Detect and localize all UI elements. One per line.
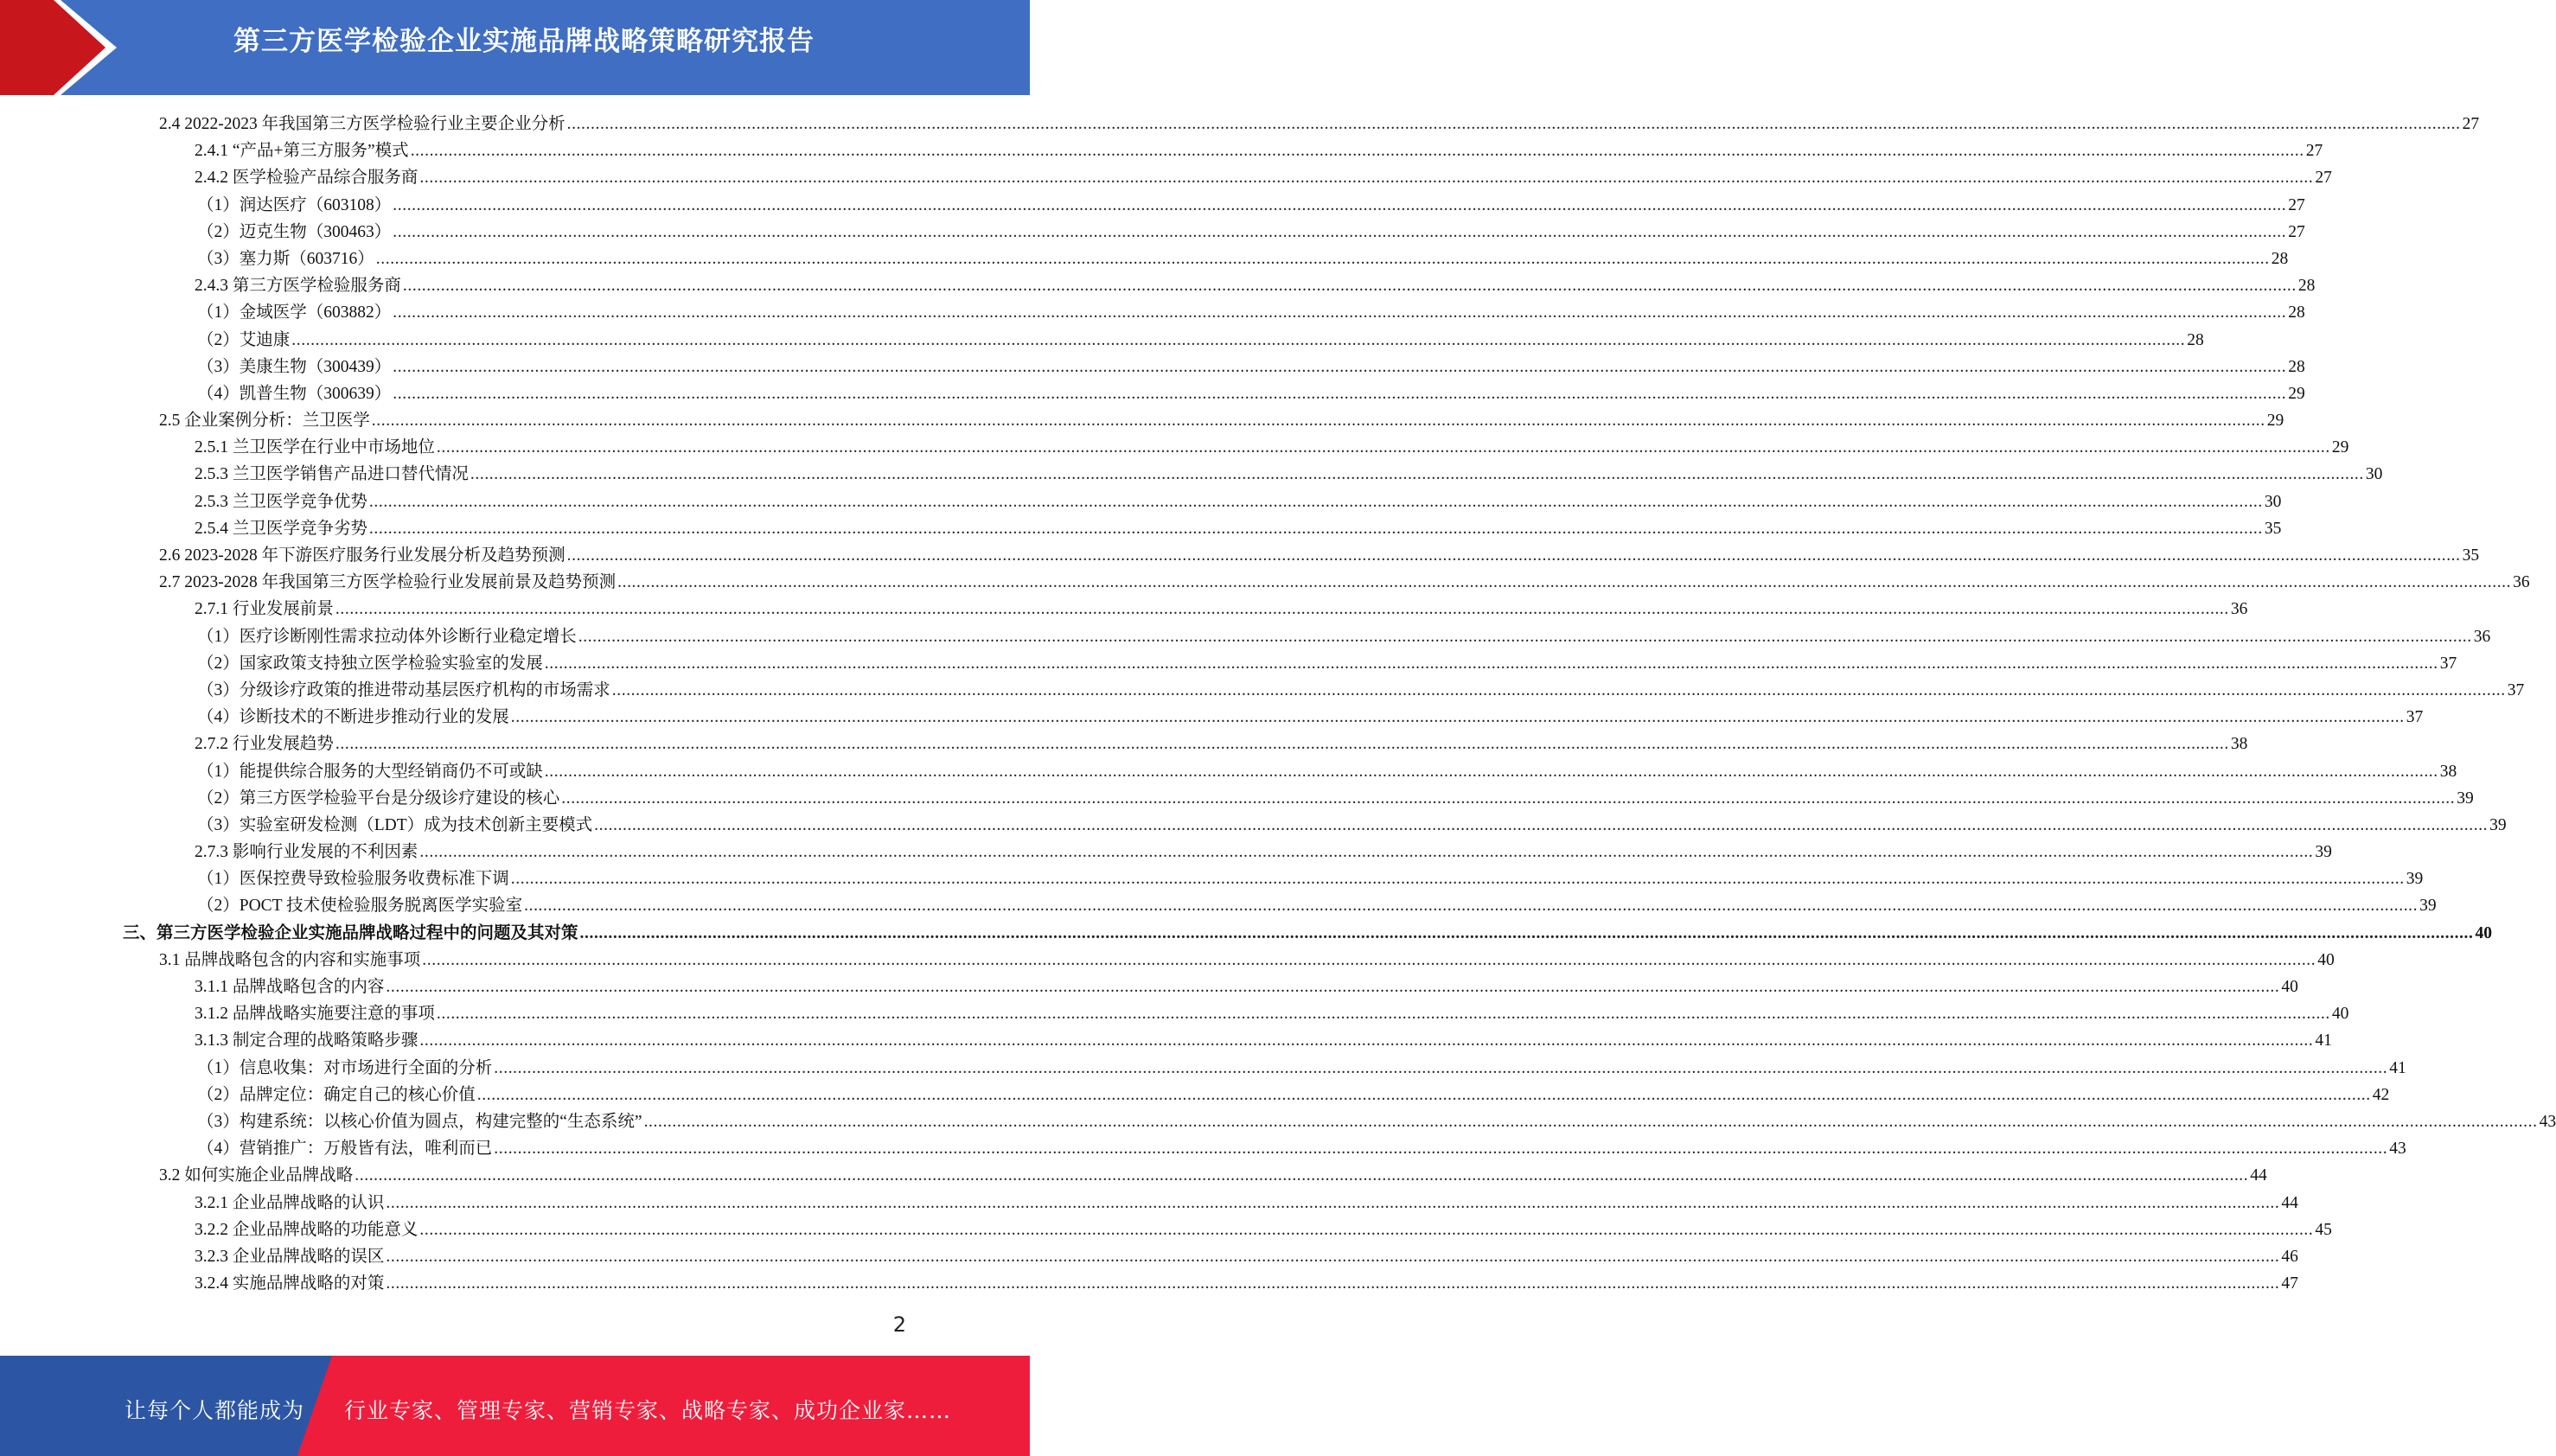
page-footer: [0, 1356, 1030, 1456]
toc-entry[interactable]: [0, 1108, 2556, 1135]
toc-entry[interactable]: [0, 974, 2298, 1000]
toc-entry-label: 2.5.3 兰卫医学竞争优势: [195, 492, 367, 511]
toc-leader-dots: ................................................................................................................................................................................................................................................................................................................................................................................................................: [419, 843, 2314, 862]
toc-entry[interactable]: [0, 461, 2383, 488]
toc-leader-dots: ................................................................................................................................................................................................................................................................................................................................................................................................................: [470, 465, 2364, 484]
footer-slogan-right: 行业专家、管理专家、营销专家、战略专家、成功企业家……: [344, 1398, 952, 1423]
toc-entry[interactable]: [0, 758, 2457, 785]
toc-entry[interactable]: [0, 892, 2437, 919]
toc-entry[interactable]: [0, 219, 2305, 246]
toc-entry[interactable]: [0, 812, 2507, 839]
toc-entry[interactable]: [0, 272, 2316, 299]
toc-entry[interactable]: [0, 327, 2204, 354]
toc-entry[interactable]: [0, 1162, 2267, 1189]
toc-leader-dots: ................................................................................................................................................................................................................................................................................................................................................................................................................: [386, 1247, 2280, 1266]
toc-entry-label: 2.4.1 “产品+第三方服务”模式: [195, 142, 409, 161]
toc-leader-dots: ................................................................................................................................................................................................................................................................................................................................................................................................................: [579, 923, 2474, 942]
toc-leader-dots: ................................................................................................................................................................................................................................................................................................................................................................................................................: [544, 654, 2438, 673]
toc-entry-label: （4）凯普生物（300639）: [197, 384, 392, 403]
toc-entry-page: 36: [2513, 573, 2530, 592]
page-number: 2: [892, 1312, 906, 1337]
toc-entry[interactable]: [0, 785, 2474, 812]
toc-entry[interactable]: [0, 677, 2525, 704]
toc-leader-dots: ................................................................................................................................................................................................................................................................................................................................................................................................................: [510, 708, 2405, 727]
toc-entry[interactable]: [0, 354, 2305, 380]
toc-entry[interactable]: [0, 731, 2248, 757]
toc-leader-dots: ................................................................................................................................................................................................................................................................................................................................................................................................................: [393, 195, 2287, 214]
toc-leader-dots: ................................................................................................................................................................................................................................................................................................................................................................................................................: [368, 492, 2263, 511]
toc-leader-dots: ................................................................................................................................................................................................................................................................................................................................................................................................................: [402, 277, 2297, 296]
toc-leader-dots: ................................................................................................................................................................................................................................................................................................................................................................................................................: [422, 950, 2316, 969]
toc-leader-dots: ................................................................................................................................................................................................................................................................................................................................................................................................................: [643, 1112, 2538, 1131]
toc-entry-label: 2.7.3 影响行业发展的不利因素: [195, 843, 419, 862]
toc-leader-dots: ................................................................................................................................................................................................................................................................................................................................................................................................................: [386, 1193, 2280, 1212]
toc-leader-dots: ................................................................................................................................................................................................................................................................................................................................................................................................................: [410, 142, 2304, 161]
toc-entry-page: 28: [2288, 303, 2305, 322]
header-arrow-icon: [0, 0, 121, 95]
toc-entry-label: 3.2.2 企业品牌战略的功能意义: [195, 1220, 419, 1239]
toc-entry-page: 28: [2187, 330, 2204, 349]
toc-entry[interactable]: [0, 704, 2424, 731]
toc-entry-page: 44: [2281, 1193, 2298, 1212]
footer-slogan-left: 让每个人都能成为: [125, 1398, 305, 1423]
toc-entry[interactable]: [0, 865, 2424, 892]
toc-entry-label: （3）美康生物（300439）: [197, 357, 392, 376]
toc-entry[interactable]: [0, 515, 2282, 542]
toc-entry-label: 3.2.3 企业品牌战略的误区: [195, 1247, 385, 1266]
toc-entry-page: 39: [2315, 843, 2332, 862]
toc-entry-label: （2）艾迪康: [197, 330, 291, 349]
toc-entry-page: 29: [2266, 412, 2284, 431]
toc-entry-page: 39: [2457, 789, 2474, 808]
toc-leader-dots: ................................................................................................................................................................................................................................................................................................................................................................................................................: [375, 249, 2270, 268]
toc-leader-dots: ................................................................................................................................................................................................................................................................................................................................................................................................................: [561, 789, 2456, 808]
toc-entry-label: 2.7 2023-2028 年我国第三方医学检验行业发展前景及趋势预测: [159, 573, 617, 592]
toc-leader-dots: ................................................................................................................................................................................................................................................................................................................................................................................................................: [594, 815, 2489, 834]
toc-entry[interactable]: [0, 1055, 2406, 1082]
toc-entry-page: 39: [2489, 815, 2507, 834]
toc-entry-label: 2.5.3 兰卫医学销售产品进口替代情况: [195, 465, 469, 484]
toc-leader-dots: ................................................................................................................................................................................................................................................................................................................................................................................................................: [611, 680, 2506, 699]
toc-entry[interactable]: [0, 569, 2530, 596]
toc-entry-label: （1）润达医疗（603108）: [197, 195, 392, 214]
toc-entry-label: （1）能提供综合服务的大型经销商仍不可或缺: [197, 762, 543, 781]
toc-entry-label: 2.4.2 医学检验产品综合服务商: [195, 169, 419, 188]
toc-entry-label: （2）POCT 技术使检验服务脱离医学实验室: [197, 897, 523, 916]
toc-entry-label: （1）医保控费导致检验服务收费标准下调: [197, 870, 509, 889]
toc-entry-page: 39: [2406, 870, 2424, 889]
toc-leader-dots: ................................................................................................................................................................................................................................................................................................................................................................................................................: [355, 1166, 2249, 1185]
toc-entry-page: 39: [2419, 897, 2437, 916]
toc-leader-dots: ................................................................................................................................................................................................................................................................................................................................................................................................................: [386, 1274, 2280, 1293]
toc-entry-label: 2.5.1 兰卫医学在行业中市场地位: [195, 438, 435, 457]
toc-entry-label: 2.7.1 行业发展前景: [195, 600, 334, 619]
toc-entry-page: 27: [2462, 115, 2480, 133]
toc-entry-label: 2.5.4 兰卫医学竞争劣势: [195, 519, 367, 538]
toc-entry-label: （4）诊断技术的不断进步推动行业的发展: [197, 708, 509, 727]
toc-entry-label: 3.1.1 品牌战略包含的内容: [195, 978, 385, 996]
toc-entry-page: 30: [2264, 492, 2282, 511]
toc-leader-dots: ................................................................................................................................................................................................................................................................................................................................................................................................................: [371, 412, 2265, 431]
toc-entry-page: 47: [2281, 1274, 2298, 1293]
toc-entry-label: 3.1 品牌战略包含的内容和实施事项: [159, 950, 421, 969]
toc-leader-dots: ................................................................................................................................................................................................................................................................................................................................................................................................................: [393, 384, 2287, 403]
toc-entry-page: 40: [2281, 978, 2298, 996]
toc-leader-dots: ................................................................................................................................................................................................................................................................................................................................................................................................................: [386, 978, 2280, 996]
toc-entry-page: 35: [2462, 546, 2480, 565]
toc-leader-dots: ................................................................................................................................................................................................................................................................................................................................................................................................................: [393, 357, 2287, 376]
toc-leader-dots: ................................................................................................................................................................................................................................................................................................................................................................................................................: [436, 1005, 2330, 1024]
toc-leader-dots: ................................................................................................................................................................................................................................................................................................................................................................................................................: [566, 546, 2461, 565]
toc-entry-label: 3.2.4 实施品牌战略的对策: [195, 1274, 385, 1293]
toc-leader-dots: ................................................................................................................................................................................................................................................................................................................................................................................................................: [393, 222, 2287, 241]
toc-entry[interactable]: [0, 1243, 2298, 1270]
toc-leader-dots: ................................................................................................................................................................................................................................................................................................................................................................................................................: [510, 870, 2405, 889]
toc-entry-page: 27: [2288, 222, 2305, 241]
toc-leader-dots: ................................................................................................................................................................................................................................................................................................................................................................................................................: [393, 303, 2287, 322]
toc-leader-dots: ................................................................................................................................................................................................................................................................................................................................................................................................................: [544, 762, 2438, 781]
toc-entry[interactable]: [0, 650, 2457, 677]
toc-entry-page: 37: [2406, 708, 2424, 727]
toc-entry[interactable]: [0, 1270, 2298, 1297]
toc-entry-page: 43: [2539, 1112, 2556, 1131]
toc-entry-page: 28: [2271, 249, 2289, 268]
toc-entry-page: 29: [2288, 384, 2305, 403]
toc-leader-dots: ................................................................................................................................................................................................................................................................................................................................................................................................................: [419, 169, 2314, 188]
toc-entry-page: 36: [2473, 627, 2491, 646]
toc-entry[interactable]: [0, 920, 2493, 947]
toc-entry-page: 45: [2315, 1220, 2332, 1239]
table-of-contents: [0, 111, 2556, 1297]
toc-leader-dots: ................................................................................................................................................................................................................................................................................................................................................................................................................: [476, 1085, 2371, 1104]
toc-entry-label: （2）第三方医学检验平台是分级诊疗建设的核心: [197, 789, 560, 808]
toc-entry-label: 2.5 企业案例分析：兰卫医学: [159, 412, 370, 431]
toc-entry[interactable]: [0, 623, 2491, 650]
toc-entry-label: （4）营销推广：万般皆有法，唯利而已: [197, 1140, 493, 1159]
toc-entry-label: （3）塞力斯（603716）: [197, 249, 374, 268]
toc-entry-label: 3.2.1 企业品牌战略的认识: [195, 1193, 385, 1212]
toc-entry[interactable]: [0, 380, 2305, 407]
toc-entry-page: 41: [2315, 1031, 2332, 1050]
toc-entry[interactable]: [0, 246, 2289, 272]
toc-leader-dots: ................................................................................................................................................................................................................................................................................................................................................................................................................: [578, 627, 2472, 646]
toc-leader-dots: ................................................................................................................................................................................................................................................................................................................................................................................................................: [436, 438, 2330, 457]
toc-leader-dots: ................................................................................................................................................................................................................................................................................................................................................................................................................: [524, 897, 2419, 916]
toc-entry-label: 2.7.2 行业发展趋势: [195, 735, 334, 754]
toc-entry-page: 38: [2439, 762, 2457, 781]
toc-leader-dots: ................................................................................................................................................................................................................................................................................................................................................................................................................: [494, 1140, 2388, 1159]
toc-entry-page: 41: [2389, 1058, 2406, 1077]
toc-entry-page: 28: [2297, 277, 2316, 296]
toc-entry-label: 2.4 2022-2023 年我国第三方医学检验行业主要企业分析: [159, 115, 566, 133]
toc-entry-page: 43: [2389, 1140, 2406, 1159]
toc-entry-label: （3）实验室研发检测（LDT）成为技术创新主要模式: [197, 815, 593, 834]
toc-entry-label: （2）迈克生物（300463）: [197, 222, 392, 241]
toc-entry[interactable]: [0, 542, 2480, 569]
toc-entry-label: （3）构建系统：以核心价值为圆点，构建完整的“生态系统”: [197, 1112, 642, 1131]
toc-entry-label: 2.6 2023-2028 年下游医疗服务行业发展分析及趋势预测: [159, 546, 566, 565]
toc-entry-page: 27: [2315, 169, 2332, 188]
toc-entry-page: 44: [2250, 1166, 2267, 1185]
toc-entry-label: 3.2 如何实施企业品牌战略: [159, 1166, 354, 1185]
toc-entry-label: （1）医疗诊断刚性需求拉动体外诊断行业稳定增长: [197, 627, 577, 646]
toc-entry-label: （1）信息收集：对市场进行全面的分析: [197, 1058, 493, 1077]
toc-entry-label: （2）品牌定位：确定自己的核心价值: [197, 1085, 476, 1104]
toc-entry-page: 42: [2372, 1085, 2390, 1104]
toc-entry[interactable]: [0, 1082, 2390, 1108]
toc-entry[interactable]: [0, 1190, 2298, 1217]
report-title: 第三方医学检验企业实施品牌战略策略研究报告: [233, 26, 815, 57]
toc-entry-label: 三、第三方医学检验企业实施品牌战略过程中的问题及其对策: [123, 923, 578, 942]
toc-entry-page: 27: [2288, 195, 2305, 214]
toc-entry-page: 35: [2264, 519, 2282, 538]
toc-entry-page: 40: [2317, 950, 2335, 969]
toc-entry[interactable]: [0, 137, 2323, 164]
toc-leader-dots: ................................................................................................................................................................................................................................................................................................................................................................................................................: [291, 330, 2186, 349]
toc-leader-dots: ................................................................................................................................................................................................................................................................................................................................................................................................................: [368, 519, 2263, 538]
toc-entry[interactable]: [0, 192, 2305, 219]
toc-entry-page: 38: [2230, 735, 2248, 754]
toc-entry-page: 37: [2507, 680, 2525, 699]
toc-entry-page: 40: [2331, 1005, 2349, 1024]
toc-entry-page: 28: [2288, 357, 2305, 376]
toc-leader-dots: ................................................................................................................................................................................................................................................................................................................................................................................................................: [335, 735, 2229, 754]
toc-entry-label: 2.4.3 第三方医学检验服务商: [195, 277, 401, 296]
toc-entry[interactable]: [0, 1135, 2406, 1162]
toc-entry-page: 27: [2305, 142, 2323, 161]
toc-leader-dots: ................................................................................................................................................................................................................................................................................................................................................................................................................: [617, 573, 2512, 592]
toc-entry[interactable]: [0, 164, 2332, 191]
toc-entry[interactable]: [0, 434, 2349, 461]
toc-entry-label: （1）金域医学（603882）: [197, 303, 392, 322]
toc-entry[interactable]: [0, 299, 2305, 326]
toc-entry[interactable]: [0, 1217, 2332, 1243]
toc-entry[interactable]: [0, 596, 2248, 623]
toc-entry-label: 3.1.2 品牌战略实施要注意的事项: [195, 1005, 435, 1024]
page-header: [0, 0, 1030, 95]
toc-entry-label: （3）分级诊疗政策的推进带动基层医疗机构的市场需求: [197, 680, 610, 699]
toc-leader-dots: ................................................................................................................................................................................................................................................................................................................................................................................................................: [335, 600, 2229, 619]
toc-leader-dots: ................................................................................................................................................................................................................................................................................................................................................................................................................: [566, 115, 2461, 133]
toc-entry-page: 36: [2230, 600, 2248, 619]
toc-leader-dots: ................................................................................................................................................................................................................................................................................................................................................................................................................: [419, 1031, 2314, 1050]
toc-entry-page: 30: [2365, 465, 2383, 484]
toc-entry-page: 29: [2331, 438, 2349, 457]
toc-entry[interactable]: [0, 489, 2282, 515]
toc-entry[interactable]: [0, 407, 2284, 434]
toc-entry-label: 3.1.3 制定合理的战略策略步骤: [195, 1031, 419, 1050]
toc-entry-page: 40: [2475, 923, 2493, 942]
toc-entry-label: （2）国家政策支持独立医学检验实验室的发展: [197, 654, 543, 673]
toc-entry[interactable]: [0, 947, 2335, 974]
toc-entry[interactable]: [0, 1000, 2349, 1027]
toc-entry-page: 37: [2439, 654, 2457, 673]
toc-leader-dots: ................................................................................................................................................................................................................................................................................................................................................................................................................: [494, 1058, 2388, 1077]
toc-leader-dots: ................................................................................................................................................................................................................................................................................................................................................................................................................: [419, 1220, 2314, 1239]
toc-entry[interactable]: [0, 1027, 2332, 1054]
toc-entry[interactable]: [0, 839, 2332, 865]
toc-entry-page: 46: [2281, 1247, 2298, 1266]
toc-entry[interactable]: [0, 111, 2480, 137]
